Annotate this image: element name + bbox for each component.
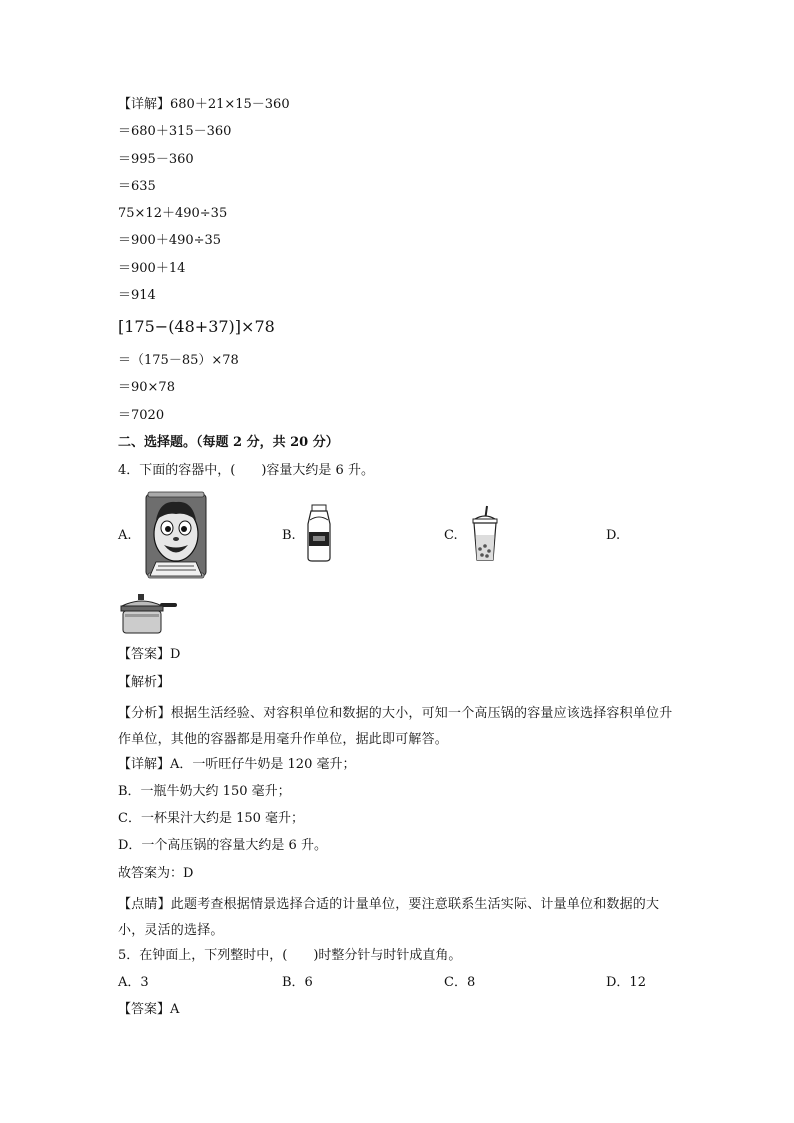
q5-answer: 【答案】A [118, 1002, 180, 1017]
calc-line-5: 75×12＋490÷35 [118, 206, 228, 221]
calc-line-2: ＝680＋315－360 [118, 124, 232, 139]
juice-cup-image [470, 505, 500, 563]
q5-option-b: B．6 [282, 975, 313, 990]
calc-line-10: ＝（175－85）×78 [118, 353, 239, 368]
calc-line-4: ＝635 [118, 179, 156, 194]
calc-line-1: 【详解】680＋21×15－360 [118, 97, 290, 112]
calc-line-12: ＝7020 [118, 408, 165, 423]
pressure-cooker-image [118, 592, 178, 636]
q4-analysis-tag: 【解析】 [118, 675, 171, 690]
q4-option-b-label: B. [282, 528, 296, 543]
calc-line-11: ＝90×78 [118, 380, 175, 395]
q4-option-a-label: A. [118, 528, 132, 543]
section-title: 二、选择题。（每题 2 分，共 20 分） [118, 435, 339, 450]
q5-option-d: D．12 [606, 975, 646, 990]
q4-detail-4: D．一个高压锅的容量大约是 6 升。 [118, 838, 327, 853]
q4-comment: 【点睛】此题考查根据情景选择合适的计量单位，要注意联系生活实际、计量单位和数据的大小，灵活的选择。 [118, 897, 660, 938]
q4-conclusion: 故答案为：D [118, 866, 194, 881]
calc-line-6: ＝900＋490÷35 [118, 233, 222, 248]
question-4-stem: 4．下面的容器中，( )容量大约是 6 升。 [118, 463, 374, 478]
q4-detail-2: B．一瓶牛奶大约 150 毫升； [118, 784, 291, 799]
q5-option-a: A．3 [118, 975, 149, 990]
question-5-stem: 5．在钟面上，下列整时中，( )时整分针与时针成直角。 [118, 948, 462, 963]
q4-analysis-text: 【分析】根据生活经验、对容积单位和数据的大小，可知一个高压锅的容量应该选择容积单位升作单位，其他的容器都是用毫升作单位，据此即可解答。 [118, 706, 673, 747]
milk-bottle-image [304, 504, 334, 562]
q4-answer: 【答案】D [118, 647, 181, 662]
milk-can-image [144, 490, 208, 580]
q4-option-d-label: D. [606, 528, 621, 543]
calc-line-3: ＝995－360 [118, 152, 194, 167]
q4-option-c-label: C. [444, 528, 458, 543]
bracket-expression: [175−(48+37)]×78 [118, 317, 275, 336]
q5-option-c: C．8 [444, 975, 476, 990]
q4-detail-3: C．一杯果汁大约是 150 毫升； [118, 811, 305, 826]
calc-line-7: ＝900＋14 [118, 261, 186, 276]
q4-detail-1: 【详解】A．一听旺仔牛奶是 120 毫升； [118, 757, 356, 772]
calc-line-8: ＝914 [118, 288, 156, 303]
